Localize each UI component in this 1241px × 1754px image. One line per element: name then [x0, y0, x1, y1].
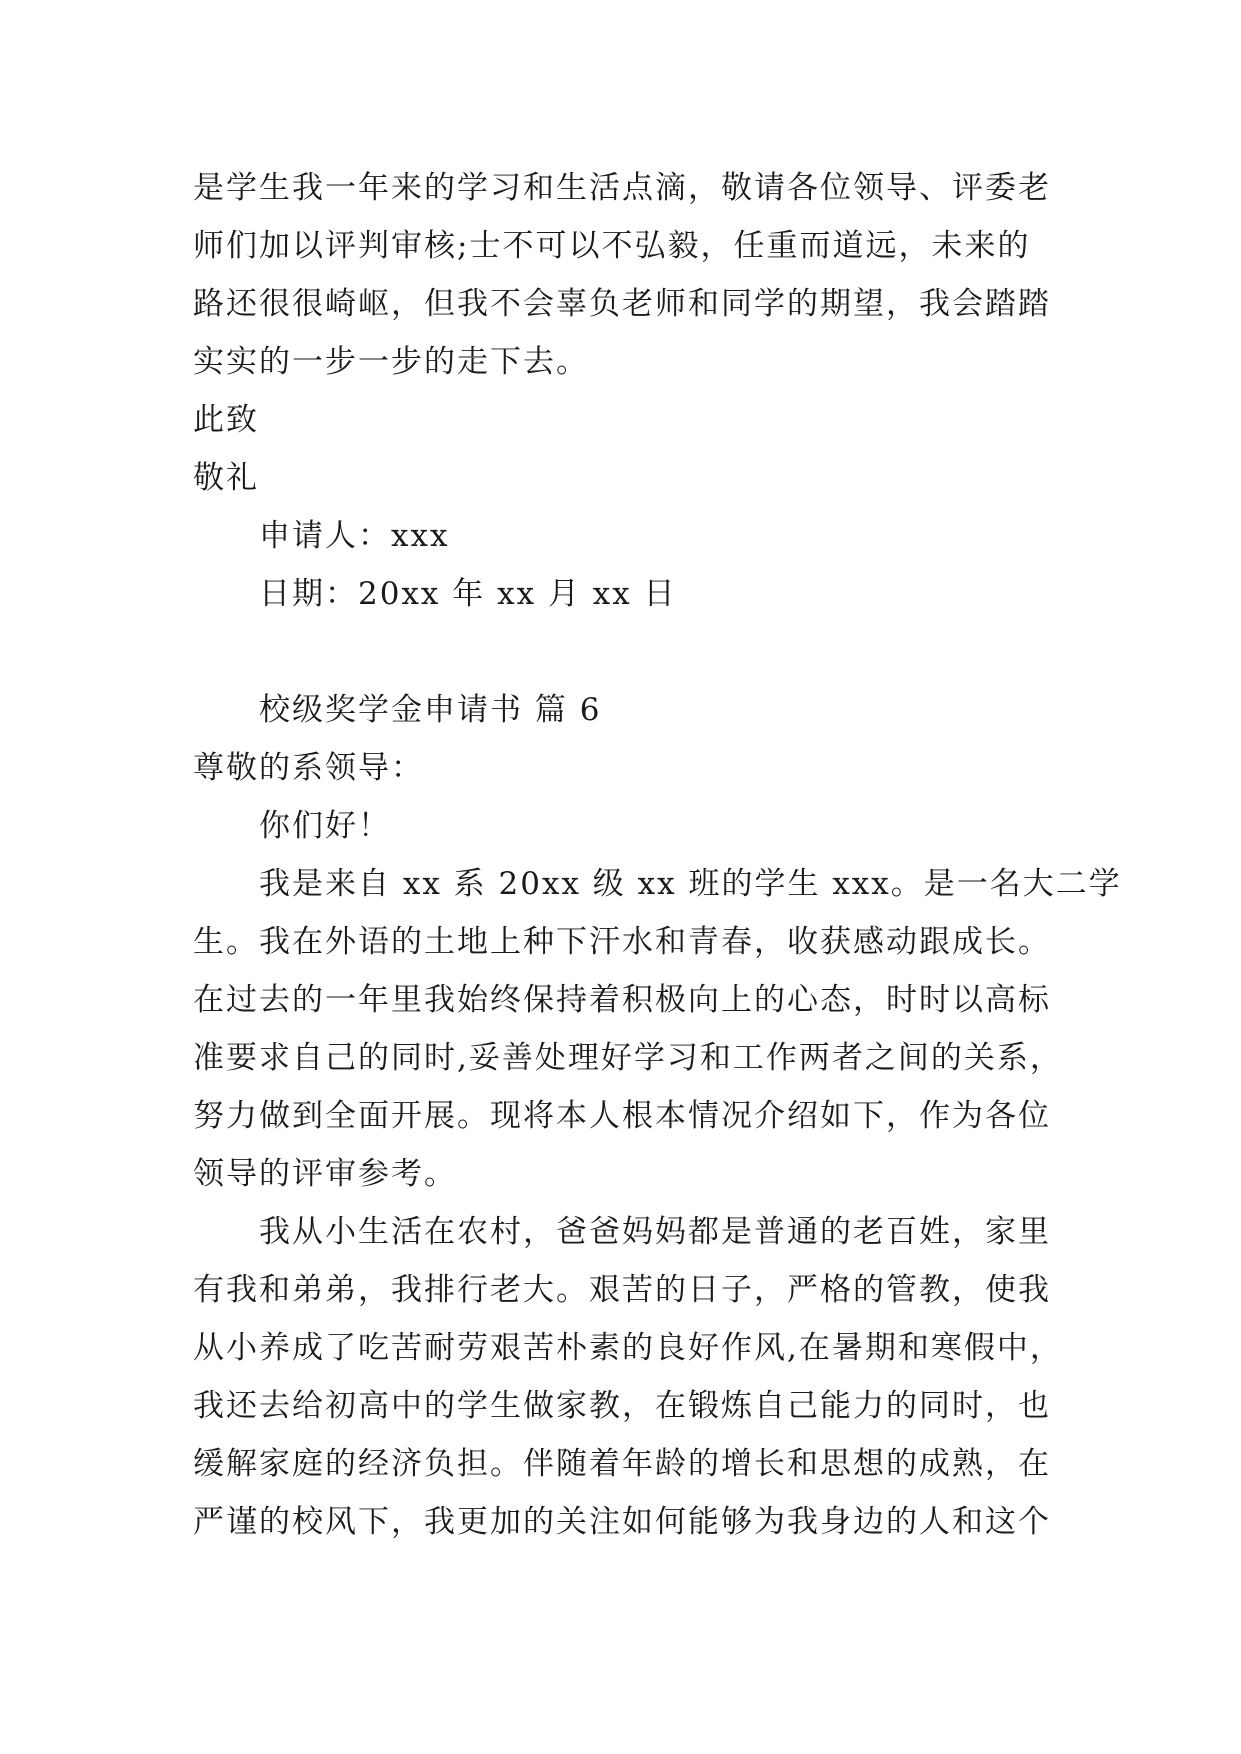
paragraph-line: 我从小生活在农村，爸爸妈妈都是普通的老百姓，家里 [259, 1214, 1051, 1250]
closing-line: 敬礼 [193, 460, 259, 496]
paragraph-line: 领导的评审参考。 [193, 1156, 457, 1192]
paragraph-line: 在过去的一年里我始终保持着积极向上的心态，时时以高标 [193, 982, 1051, 1018]
paragraph-line: 我还去给初高中的学生做家教，在锻炼自己能力的同时，也 [193, 1388, 1051, 1424]
section-title: 校级奖学金申请书 篇 6 [259, 692, 602, 728]
paragraph-line: 是学生我一年来的学习和生活点滴，敬请各位领导、评委老 [193, 170, 1051, 206]
greeting: 你们好！ [259, 808, 391, 844]
paragraph-line: 路还很很崎岖，但我不会辜负老师和同学的期望，我会踏踏 [193, 286, 1051, 322]
paragraph-line: 我是来自 xx 系 20xx 级 xx 班的学生 xxx。是一名大二学 [259, 866, 1122, 902]
paragraph-line: 缓解家庭的经济负担。伴随着年龄的增长和思想的成熟，在 [193, 1446, 1051, 1482]
date-line: 日期：20xx 年 xx 月 xx 日 [259, 576, 677, 612]
paragraph-line: 师们加以评判审核;士不可以不弘毅，任重而道远，未来的 [193, 228, 1031, 264]
paragraph-line: 有我和弟弟，我排行老大。艰苦的日子，严格的管教，使我 [193, 1272, 1051, 1308]
closing-line: 此致 [193, 402, 259, 438]
paragraph-line: 努力做到全面开展。现将本人根本情况介绍如下，作为各位 [193, 1098, 1051, 1134]
paragraph-line: 生。我在外语的土地上种下汗水和青春，收获感动跟成长。 [193, 924, 1051, 960]
paragraph-line: 严谨的校风下，我更加的关注如何能够为我身边的人和这个 [193, 1504, 1051, 1540]
paragraph-line: 实实的一步一步的走下去。 [193, 344, 589, 380]
paragraph-line: 准要求自己的同时,妥善处理好学习和工作两者之间的关系， [193, 1040, 1063, 1076]
applicant-line: 申请人：xxx [259, 518, 450, 554]
paragraph-line: 从小养成了吃苦耐劳艰苦朴素的良好作风,在暑期和寒假中， [193, 1330, 1063, 1366]
salutation: 尊敬的系领导： [193, 750, 424, 786]
